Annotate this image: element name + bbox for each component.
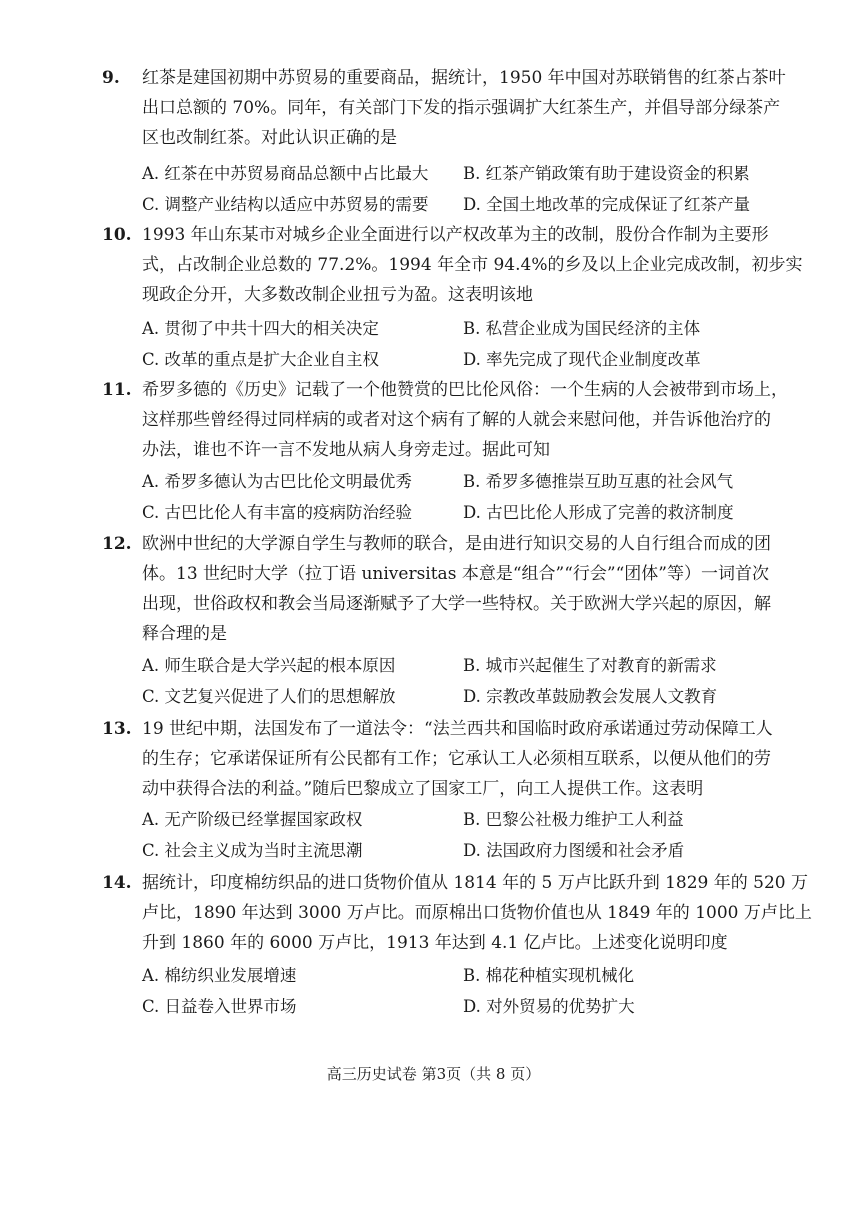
option-c: C. 调整产业结构以适应中苏贸易的需要 (142, 195, 429, 214)
stem-line: 19 世纪中期，法国发布了一道法令：“法兰西共和国临时政府承诺通过劳动保障工人 (142, 719, 773, 739)
question-number: 11. (102, 380, 132, 400)
option-d: D. 全国土地改革的完成保证了红茶产量 (463, 195, 751, 214)
question-stem (142, 529, 782, 649)
option-a: A. 无产阶级已经掌握国家政权 (142, 810, 363, 829)
stem-line: 1993 年山东某市对城乡企业全面进行以产权改革为主的改制，股份合作制为主要形 (142, 225, 769, 245)
option-a: A. 师生联合是大学兴起的根本原因 (142, 656, 396, 675)
question-number: 14. (102, 873, 132, 893)
stem-line: 出现，世俗政权和教会当局逐渐赋予了大学一些特权。关于欧洲大学兴起的原因，解 (142, 594, 771, 614)
option-b: B. 城市兴起催生了对教育的新需求 (463, 656, 717, 675)
stem-line: 动中获得合法的利益。”随后巴黎成立了国家工厂，向工人提供工作。这表明 (142, 779, 704, 799)
stem-line: 区也改制红茶。对此认识正确的是 (142, 128, 397, 148)
option-b: B. 红茶产销政策有助于建设资金的积累 (463, 164, 750, 183)
option-d: D. 古巴比伦人形成了完善的救济制度 (463, 503, 734, 522)
question-stem (142, 220, 803, 310)
option-b: B. 希罗多德推崇互助互惠的社会风气 (463, 472, 734, 491)
option-d: D. 率先完成了现代企业制度改革 (463, 350, 701, 369)
question-stem (142, 714, 782, 804)
option-a: A. 贯彻了中共十四大的相关决定 (142, 319, 379, 338)
stem-line: 体。13 世纪时大学（拉丁语 universitas 本意是“组合”“行会”“团体”等）一词首次 (142, 564, 769, 584)
stem-line: 的生存；它承诺保证所有公民都有工作；它承认工人必须相互联系，以便从他们的劳 (142, 749, 771, 769)
option-c: C. 古巴比伦人有丰富的疫病防治经验 (142, 503, 413, 522)
stem-line: 欧洲中世纪的大学源自学生与教师的联合，是由进行知识交易的人自行组合而成的团 (142, 534, 771, 554)
option-b: B. 巴黎公社极力维护工人利益 (463, 810, 684, 829)
stem-line: 办法，谁也不许一言不发地从病人身旁走过。据此可知 (142, 440, 550, 460)
stem-line: 现政企分开，大多数改制企业扭亏为盈。这表明该地 (142, 285, 533, 305)
question-stem (142, 375, 788, 465)
option-d: D. 宗教改革鼓励教会发展人文教育 (463, 687, 718, 706)
option-a: A. 红茶在中苏贸易商品总额中占比最大 (142, 164, 429, 183)
option-a: A. 棉纺织业发展增速 (142, 966, 297, 985)
stem-line: 这样那些曾经得过同样病的或者对这个病有了解的人就会来慰问他，并告诉他治疗的 (142, 410, 771, 430)
question-number: 12. (102, 534, 132, 554)
stem-line: 式，占改制企业总数的 77.2%。1994 年全市 94.4%的乡及以上企业完成改制，初步实 (142, 255, 803, 275)
option-d: D. 对外贸易的优势扩大 (463, 997, 635, 1016)
question-number: 10. (102, 225, 132, 245)
stem-line: 升到 1860 年的 6000 万卢比，1913 年达到 4.1 亿卢比。上述变化说明印度 (142, 933, 728, 953)
stem-line: 希罗多德的《历史》记载了一个他赞赏的巴比伦风俗：一个生病的人会被带到市场上， (142, 380, 788, 400)
page-footer: 高三历史试卷 第3页（共 8 页） (326, 1065, 541, 1083)
question-stem (142, 63, 786, 153)
option-b: B. 私营企业成为国民经济的主体 (463, 319, 701, 338)
stem-line: 释合理的是 (142, 624, 227, 644)
stem-line: 出口总额的 70%。同年，有关部门下发的指示强调扩大红茶生产，并倡导部分绿茶产 (142, 98, 781, 118)
question-stem (142, 868, 812, 958)
option-b: B. 棉花种植实现机械化 (463, 966, 635, 985)
stem-line: 红茶是建国初期中苏贸易的重要商品，据统计，1950 年中国对苏联销售的红茶占茶叶 (142, 68, 786, 88)
option-c: C. 文艺复兴促进了人们的思想解放 (142, 687, 396, 706)
question-number: 9. (102, 68, 120, 88)
stem-line: 卢比，1890 年达到 3000 万卢比。而原棉出口货物价值也从 1849 年的 1000 万卢比上 (142, 903, 812, 923)
option-c: C. 社会主义成为当时主流思潮 (142, 841, 363, 860)
option-c: C. 改革的重点是扩大企业自主权 (142, 350, 380, 369)
option-c: C. 日益卷入世界市场 (142, 997, 297, 1016)
stem-line: 据统计，印度棉纺织品的进口货物价值从 1814 年的 5 万卢比跃升到 1829 年的 520 万 (142, 873, 809, 893)
option-a: A. 希罗多德认为古巴比伦文明最优秀 (142, 472, 412, 491)
option-d: D. 法国政府力图缓和社会矛盾 (463, 841, 685, 860)
question-number: 13. (102, 719, 132, 739)
